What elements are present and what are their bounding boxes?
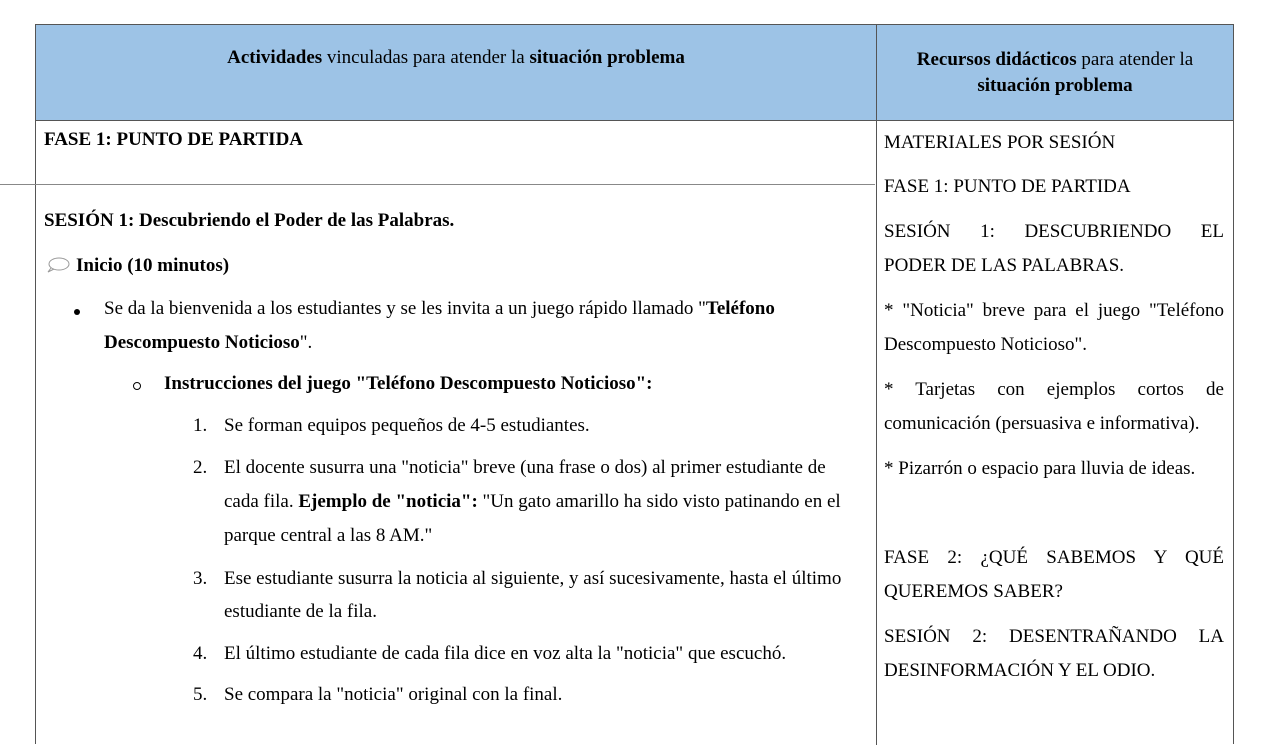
- header-resources: Recursos didácticos para atender la situación problema: [916, 48, 1194, 96]
- step-number: 4.: [193, 643, 208, 664]
- resource-item: * Pizarrón o espacio para lluvia de ideas.: [884, 458, 1196, 479]
- inicio-heading: Inicio (10 minutos): [76, 255, 230, 276]
- game-instructions-heading: Instrucciones del juego "Teléfono Descompuesto Noticioso":: [164, 373, 653, 394]
- step-number: 1.: [193, 415, 208, 436]
- phase-1-heading: FASE 1: PUNTO DE PARTIDA: [44, 129, 304, 150]
- resources-session-1: SESIÓN 1: DESCUBRIENDO EL: [884, 221, 1224, 242]
- bullet-text-line2: Descompuesto Noticioso".: [104, 332, 313, 353]
- resource-item: * "Noticia" breve para el juego "Teléfono: [884, 300, 1224, 321]
- step-text: cada fila. Ejemplo de "noticia": "Un gato amarillo ha sido visto patinando en el: [224, 491, 841, 512]
- resources-phase-1: FASE 1: PUNTO DE PARTIDA: [884, 176, 1131, 197]
- step-text: Se compara la "noticia" original con la final.: [224, 684, 563, 705]
- resources-phase-2: QUEREMOS SABER?: [884, 581, 1063, 602]
- step-number: 3.: [193, 568, 208, 589]
- step-text: parque central a las 8 AM.": [224, 525, 433, 546]
- step-text: Ese estudiante susurra la noticia al siguiente, y así sucesivamente, hasta el último: [224, 568, 842, 589]
- resource-item: * Tarjetas con ejemplos cortos de: [884, 379, 1224, 400]
- resources-phase-2: FASE 2: ¿QUÉ SABEMOS Y QUÉ: [884, 547, 1224, 568]
- step-text: estudiante de la fila.: [224, 601, 377, 622]
- speech-bubble-icon: [46, 257, 70, 273]
- sub-bullet-circle: [133, 382, 141, 390]
- resources-session-2: DESINFORMACIÓN Y EL ODIO.: [884, 660, 1156, 681]
- step-number: 5.: [193, 684, 208, 705]
- step-text: El último estudiante de cada fila dice en voz alta la "noticia" que escuchó.: [224, 643, 787, 664]
- materials-heading: MATERIALES POR SESIÓN: [884, 132, 1116, 153]
- resources-session-2: SESIÓN 2: DESENTRAÑANDO LA: [884, 626, 1224, 647]
- resource-item: comunicación (persuasiva e informativa).: [884, 413, 1200, 434]
- resource-item: Descompuesto Noticioso".: [884, 334, 1088, 355]
- horizontal-rule: [0, 184, 875, 185]
- step-text: Se forman equipos pequeños de 4-5 estudiantes.: [224, 415, 590, 436]
- column-divider: [876, 25, 877, 745]
- bullet-dot: [74, 309, 80, 315]
- resources-session-1: PODER DE LAS PALABRAS.: [884, 255, 1125, 276]
- step-text: El docente susurra una "noticia" breve (una frase o dos) al primer estudiante de: [224, 457, 826, 478]
- bullet-text-line1: Se da la bienvenida a los estudiantes y se les invita a un juego rápido llamado "Teléfono: [104, 298, 775, 319]
- step-number: 2.: [193, 457, 208, 478]
- session-1-heading: SESIÓN 1: Descubriendo el Poder de las Palabras.: [44, 210, 455, 231]
- header-activities: Actividades vinculadas para atender la situación problema: [227, 47, 685, 68]
- table-header: [36, 25, 1233, 121]
